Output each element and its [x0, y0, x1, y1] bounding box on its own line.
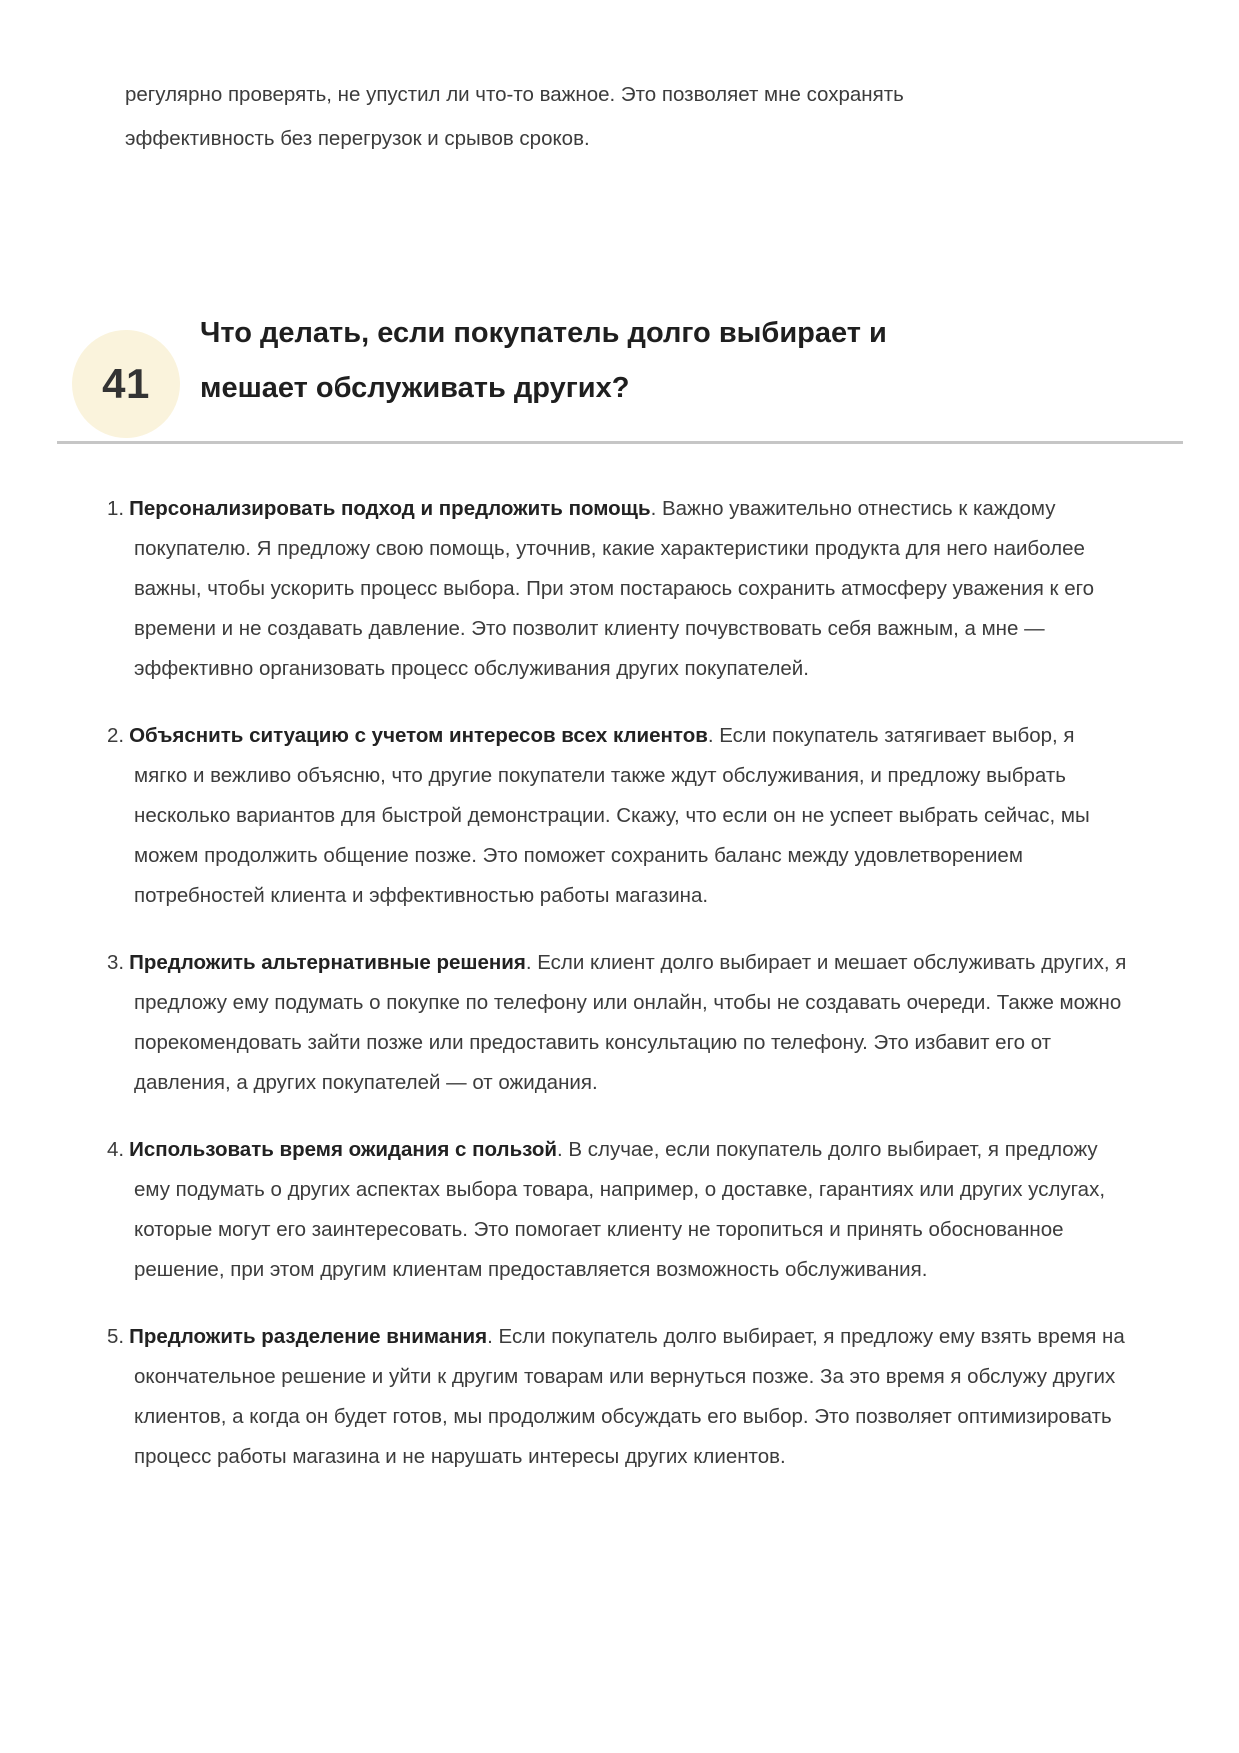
answer-item-3 — [107, 943, 1132, 1103]
intro-paragraph: регулярно проверять, не упустил ли что-то важное. Это позволяет мне сохранять эффективность без перегрузок и срывов сроков. — [125, 82, 904, 150]
answer-body: . Если покупатель долго выбирает, я предложу ему взять время на окончательное решение и уйти к другим товарам или вернуться позже. За это время я обслужу других клиентов, а когда он будет готов, мы продолжим обсуждать его выбор. Это позволяет оптимизировать процесс работы магазина и не нарушать интересы других клиентов. — [134, 1325, 1125, 1468]
answer-number: 2. — [107, 724, 125, 747]
answer-item-4 — [107, 1130, 1132, 1290]
answer-item-5 — [107, 1317, 1132, 1477]
answer-lead: Предложить альтернативные решения — [129, 951, 526, 974]
question-number: 41 — [102, 360, 150, 407]
question-number-badge — [72, 330, 180, 438]
answer-item-1 — [107, 489, 1132, 689]
answer-number: 3. — [107, 951, 125, 974]
answer-lead: Персонализировать подход и предложить помощь — [129, 497, 651, 520]
section-divider — [57, 441, 1183, 444]
answer-body: . В случае, если покупатель долго выбирает, я предложу ему подумать о других аспектах выбора товара, например, о доставке, гарантиях или других услугах, которые могут его заинтересовать. Это помогает клиенту не торопиться и принять обоснованное решение, при этом другим клиентам предоставляется возможность обслуживания. — [134, 1138, 1106, 1281]
question-title: Что делать, если покупатель долго выбирает и мешает обслуживать других? — [200, 317, 887, 405]
answer-number: 4. — [107, 1138, 125, 1161]
answer-number: 1. — [107, 497, 125, 520]
answer-body: . Важно уважительно отнестись к каждому покупателю. Я предложу свою помощь, уточнив, какие характеристики продукта для него наиболее важны, чтобы ускорить процесс выбора. При этом постараюсь сохранить атмосферу уважения к его времени и не создавать давление. Это позволит клиенту почувствовать себя важным, а мне — эффективно организовать процесс обслуживания других покупателей. — [134, 497, 1095, 680]
answers-list — [107, 489, 1132, 1504]
answer-lead: Предложить разделение внимания — [129, 1325, 488, 1348]
answer-lead: Использовать время ожидания с пользой — [129, 1138, 557, 1161]
answer-item-2 — [107, 716, 1132, 916]
answer-number: 5. — [107, 1325, 125, 1348]
answer-body: . Если покупатель затягивает выбор, я мягко и вежливо объясню, что другие покупатели также ждут обслуживания, и предложу выбрать несколько вариантов для быстрой демонстрации. Скажу, что если он не успеет выбрать сейчас, мы можем продолжить общение позже. Это поможет сохранить баланс между удовлетворением потребностей клиента и эффективностью работы магазина. — [134, 724, 1090, 907]
answer-body: . Если клиент долго выбирает и мешает обслуживать других, я предложу ему подумать о покупке по телефону или онлайн, чтобы не создавать очереди. Также можно порекомендовать зайти позже или предоставить консультацию по телефону. Это избавит его от давления, а других покупателей — от ожидания. — [134, 951, 1127, 1094]
answer-lead: Объяснить ситуацию с учетом интересов всех клиентов — [129, 724, 708, 747]
